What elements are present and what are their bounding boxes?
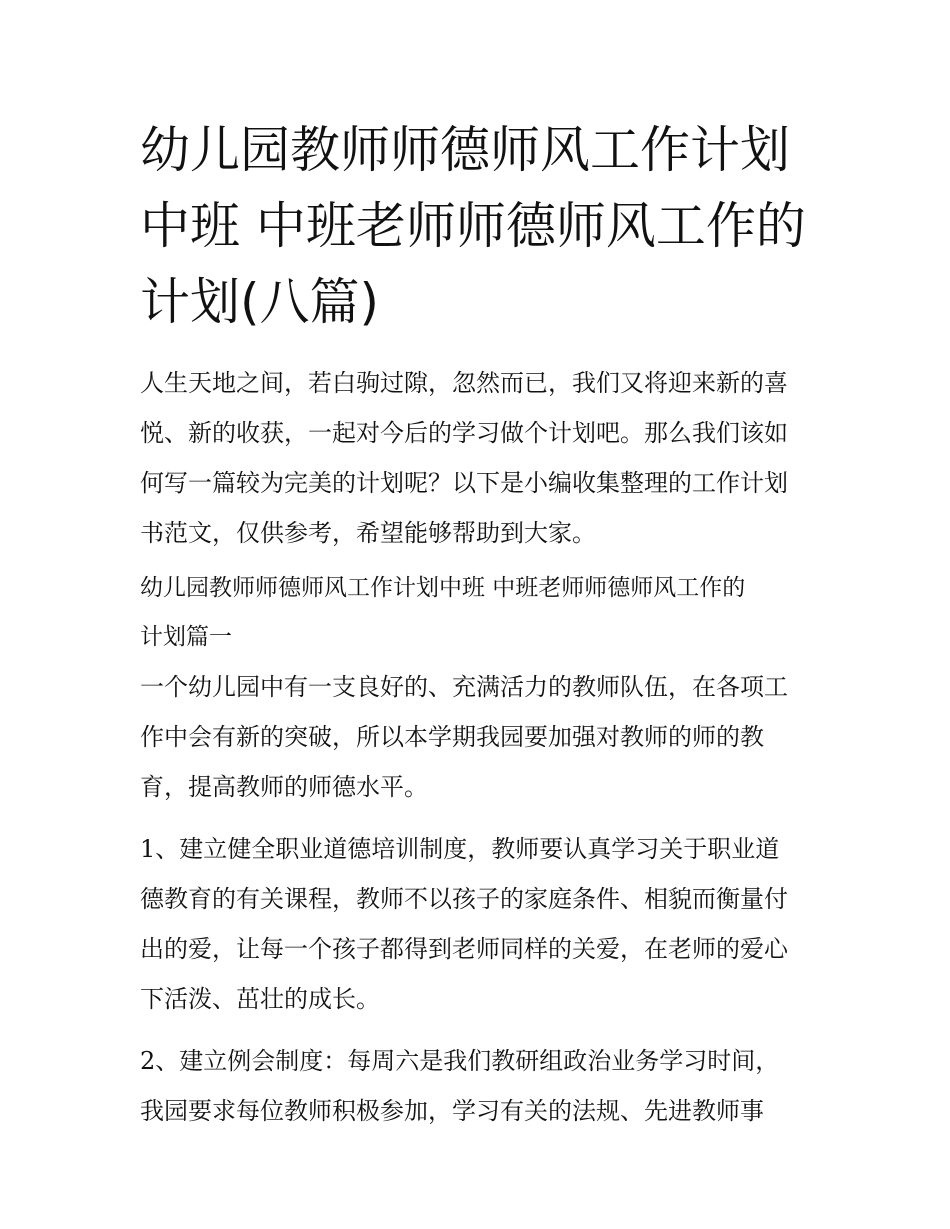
title-line: 中班 中班老师师德师风工作的 [140, 197, 806, 255]
text-line: 何写一篇较为完美的计划呢？以下是小编收集整理的工作计划 [140, 469, 788, 497]
document-body [140, 358, 830, 1136]
intro-paragraph [140, 358, 830, 558]
text-line: 育，提高教师的师德水平。 [140, 773, 428, 801]
text-line: 人生天地之间，若白驹过隙，忽然而已，我们又将迎来新的喜 [140, 369, 788, 397]
section-heading [140, 564, 830, 662]
heading-line: 幼儿园教师师德师风工作计划中班 中班老师师德师风工作的 [140, 575, 746, 601]
text-line: 出的爱，让每一个孩子都得到老师同样的关爱，在老师的爱心 [140, 935, 788, 963]
text-line: 一个幼儿园中有一支良好的、充满活力的教师队伍，在各项工 [140, 673, 788, 701]
text-line: 德教育的有关课程，教师不以孩子的家庭条件、相貌而衡量付 [140, 885, 788, 913]
list-item-2 [140, 1036, 830, 1136]
text-line: 1、建立健全职业道德培训制度，教师要认真学习关于职业道 [140, 835, 780, 863]
title-line: 计划(八篇) [140, 273, 380, 331]
heading-line: 计划篇一 [140, 624, 232, 650]
document-title [140, 112, 820, 340]
paragraph-1 [140, 662, 830, 812]
text-line: 下活泼、茁壮的成长。 [140, 985, 380, 1013]
list-item-1 [140, 824, 830, 1024]
text-line: 作中会有新的突破，所以本学期我园要加强对教师的师的教 [140, 723, 764, 751]
text-line: 书范文，仅供参考，希望能够帮助到大家。 [140, 519, 596, 547]
text-line: 2、建立例会制度：每周六是我们教研组政治业务学习时间， [140, 1047, 780, 1075]
text-line: 我园要求每位教师积极参加，学习有关的法规、先进教师事 [140, 1097, 764, 1125]
text-line: 悦、新的收获，一起对今后的学习做个计划吧。那么我们该如 [140, 419, 788, 447]
title-line: 幼儿园教师师德师风工作计划 [140, 121, 790, 179]
